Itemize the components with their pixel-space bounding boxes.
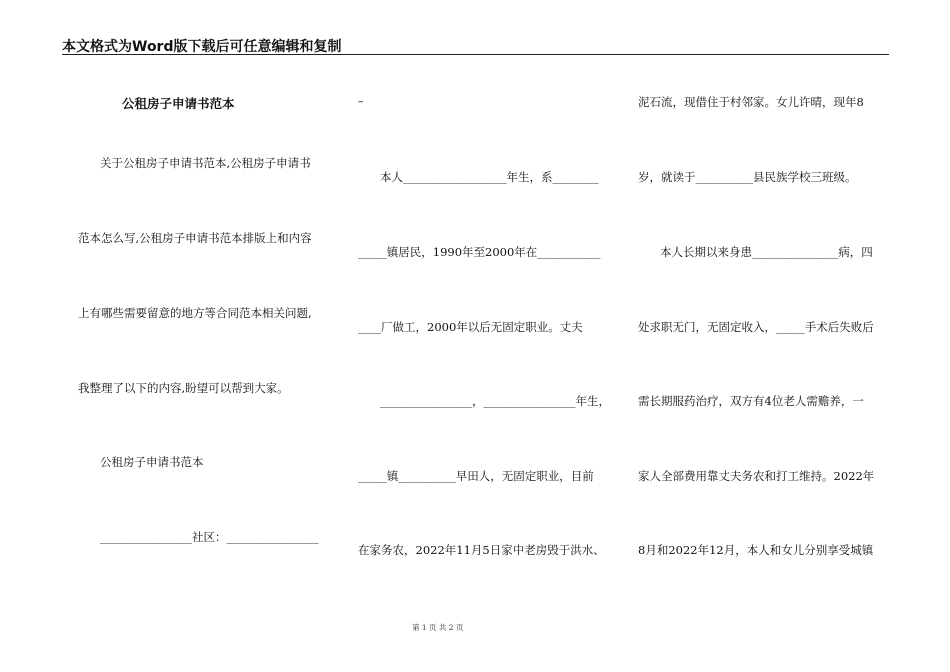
col1-line-3: 上有哪些需要留意的地方等合同范本相关问题, — [78, 306, 312, 320]
col1-line-1: 关于公租房子申请书范本,公租房子申请书 — [100, 156, 311, 170]
col2-line-5: _____镇__________早田人，无固定职业，目前 — [358, 469, 594, 483]
col2-dash: – — [358, 95, 364, 108]
col1-community-line: ________________社区：________________ — [100, 530, 319, 544]
col3-line-1: 泥石流，现借住于村邻家。女儿许晴，现年8 — [638, 95, 864, 109]
header-divider — [62, 54, 889, 55]
col1-line-2: 范本怎么写,公租房子申请书范本排版上和内容 — [78, 231, 312, 245]
col2-line-2: _____镇居民，1990年至2000年在___________ — [358, 245, 601, 259]
col3-line-3: 本人长期以来身患_______________病，四 — [660, 245, 873, 259]
col1-subtitle: 公租房子申请书范本 — [100, 455, 204, 469]
col2-line-3: ____厂做工，2000年以后无固定职业。丈夫 — [358, 320, 583, 334]
col2-line-1: 本人__________________年生，系________ — [380, 170, 599, 184]
col3-line-6: 家人全部费用靠丈夫务农和打工维持。2022年 — [638, 469, 875, 483]
col2-line-4: ________________，________________年生， — [380, 394, 610, 408]
col3-line-5: 需长期服药治疗，双方有4位老人需赡养，一 — [638, 394, 864, 408]
doc-title: 公租房子申请书范本 — [122, 96, 235, 111]
col1-line-4: 我整理了以下的内容,盼望可以帮到大家。 — [78, 381, 289, 395]
document-header: 本文格式为Word版下载后可任意编辑和复制 — [62, 39, 342, 55]
page-number: 第 1 页 共 2 页 — [412, 623, 464, 632]
col2-line-6: 在家务农，2022年11月5日家中老房毁于洪水、 — [358, 543, 605, 557]
col3-line-4: 处求职无门，无固定收入，_____手术后失败后 — [638, 320, 874, 334]
col3-line-2: 岁，就读于__________县民族学校三班级。 — [638, 170, 857, 184]
col3-line-7: 8月和2022年12月，本人和女儿分别享受城镇 — [638, 543, 874, 557]
